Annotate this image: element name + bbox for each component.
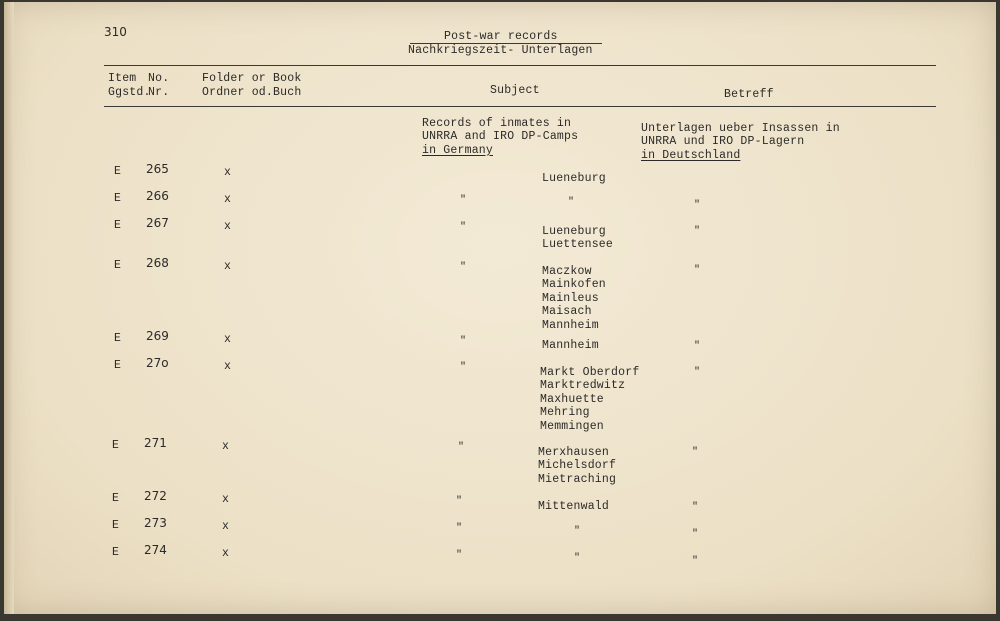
folder-mark: x (222, 520, 230, 533)
place-name: " (574, 553, 581, 564)
document-page (4, 2, 996, 614)
item-number: 272 (144, 489, 167, 503)
betreff-ditto: " (694, 265, 701, 276)
item-number: 268 (146, 256, 169, 270)
header-item: Item (108, 72, 137, 85)
place-name: Mannheim (542, 339, 599, 352)
item-code: E (114, 332, 122, 345)
intro-betreff (641, 122, 840, 162)
item-number: 269 (146, 329, 169, 343)
item-number: 274 (144, 543, 167, 557)
folder-mark: x (224, 193, 232, 206)
place-name: Memmingen (540, 419, 604, 433)
header-top-rule (104, 65, 936, 66)
betreff-ditto: " (692, 529, 699, 540)
item-code: E (114, 219, 122, 232)
header-subject: Subject (490, 84, 540, 97)
binding-edge (4, 2, 14, 614)
subject-ditto: " (460, 336, 467, 347)
header-no: No. (148, 72, 170, 85)
intro-subject-line: in Germany (422, 143, 494, 157)
place-name: Maxhuette (540, 392, 604, 406)
place-list (542, 172, 606, 185)
place-list (574, 552, 580, 565)
place-name: " (574, 526, 581, 537)
header-item-de: Ggstd. (108, 86, 151, 99)
item-code: E (112, 519, 120, 532)
place-name: Lueneburg (542, 225, 606, 238)
folder-mark: x (224, 166, 232, 179)
subject-ditto: " (456, 496, 463, 507)
intro-betreff-line: in Deutschland (641, 148, 741, 162)
intro-subject-line: UNRRA and IRO DP-Camps (422, 130, 579, 144)
header-folder: Folder or Book (202, 72, 302, 85)
betreff-ditto: " (694, 341, 701, 352)
place-name: Mannheim (542, 318, 599, 332)
subject-ditto: " (460, 262, 467, 273)
item-code: E (114, 192, 122, 205)
place-name: Mainkofen (542, 278, 606, 292)
betreff-ditto: " (692, 556, 699, 567)
header-betreff: Betreff (724, 88, 774, 101)
item-number: 273 (144, 516, 167, 530)
place-name: Maisach (542, 305, 592, 319)
betreff-ditto: " (692, 502, 699, 513)
folder-mark: x (222, 440, 230, 453)
folder-mark: x (222, 547, 230, 560)
place-name: Luettensee (542, 238, 614, 252)
item-number: 27o (146, 356, 169, 370)
place-list (542, 339, 599, 352)
place-list (538, 500, 609, 513)
place-name: Mietraching (538, 472, 617, 486)
intro-betreff-line: Unterlagen ueber Insassen in (641, 122, 840, 135)
page-number: 310 (104, 25, 127, 39)
item-code: E (114, 165, 122, 178)
folder-mark: x (224, 220, 232, 233)
subject-ditto: " (460, 222, 467, 233)
title-english: Post-war records (444, 30, 558, 43)
place-list (568, 196, 574, 209)
intro-subject-line: Records of inmates in (422, 117, 572, 130)
header-no-de: Nr. (148, 86, 170, 99)
subject-ditto: " (460, 362, 467, 373)
subject-ditto: " (460, 195, 467, 206)
place-list (542, 265, 606, 332)
folder-mark: x (224, 333, 232, 346)
item-code: E (112, 546, 120, 559)
folder-mark: x (224, 360, 232, 373)
place-name: Mehring (540, 406, 590, 420)
place-name: " (568, 197, 575, 208)
subject-ditto: " (456, 523, 463, 534)
place-name: Marktredwitz (540, 379, 626, 393)
folder-mark: x (222, 493, 230, 506)
place-name: Mittenwald (538, 500, 610, 513)
betreff-ditto: " (694, 367, 701, 378)
subject-ditto: " (456, 550, 463, 561)
item-code: E (112, 492, 120, 505)
item-number: 267 (146, 216, 169, 230)
header-folder-de: Ordner od.Buch (202, 86, 302, 99)
place-list (538, 446, 616, 486)
item-number: 266 (146, 189, 169, 203)
header-bottom-rule (104, 106, 936, 107)
item-code: E (112, 439, 120, 452)
place-name: Mainleus (542, 291, 599, 305)
intro-betreff-line: UNRRA und IRO DP-Lagern (641, 135, 805, 149)
item-code: E (114, 359, 122, 372)
betreff-ditto: " (694, 200, 701, 211)
item-number: 271 (144, 436, 167, 450)
intro-subject (422, 117, 578, 157)
betreff-ditto: " (692, 447, 699, 458)
place-name: Lueneburg (542, 172, 606, 185)
place-name: Michelsdorf (538, 459, 617, 473)
title-german: Nachkriegszeit- Unterlagen (408, 44, 593, 57)
subject-ditto: " (458, 442, 465, 453)
place-name: Markt Oberdorf (540, 366, 640, 379)
place-name: Merxhausen (538, 446, 610, 459)
folder-mark: x (224, 260, 232, 273)
place-list (542, 225, 613, 252)
place-list (540, 366, 639, 433)
place-list (574, 525, 580, 538)
item-code: E (114, 259, 122, 272)
item-number: 265 (146, 162, 169, 176)
betreff-ditto: " (694, 226, 701, 237)
place-name: Maczkow (542, 265, 592, 278)
